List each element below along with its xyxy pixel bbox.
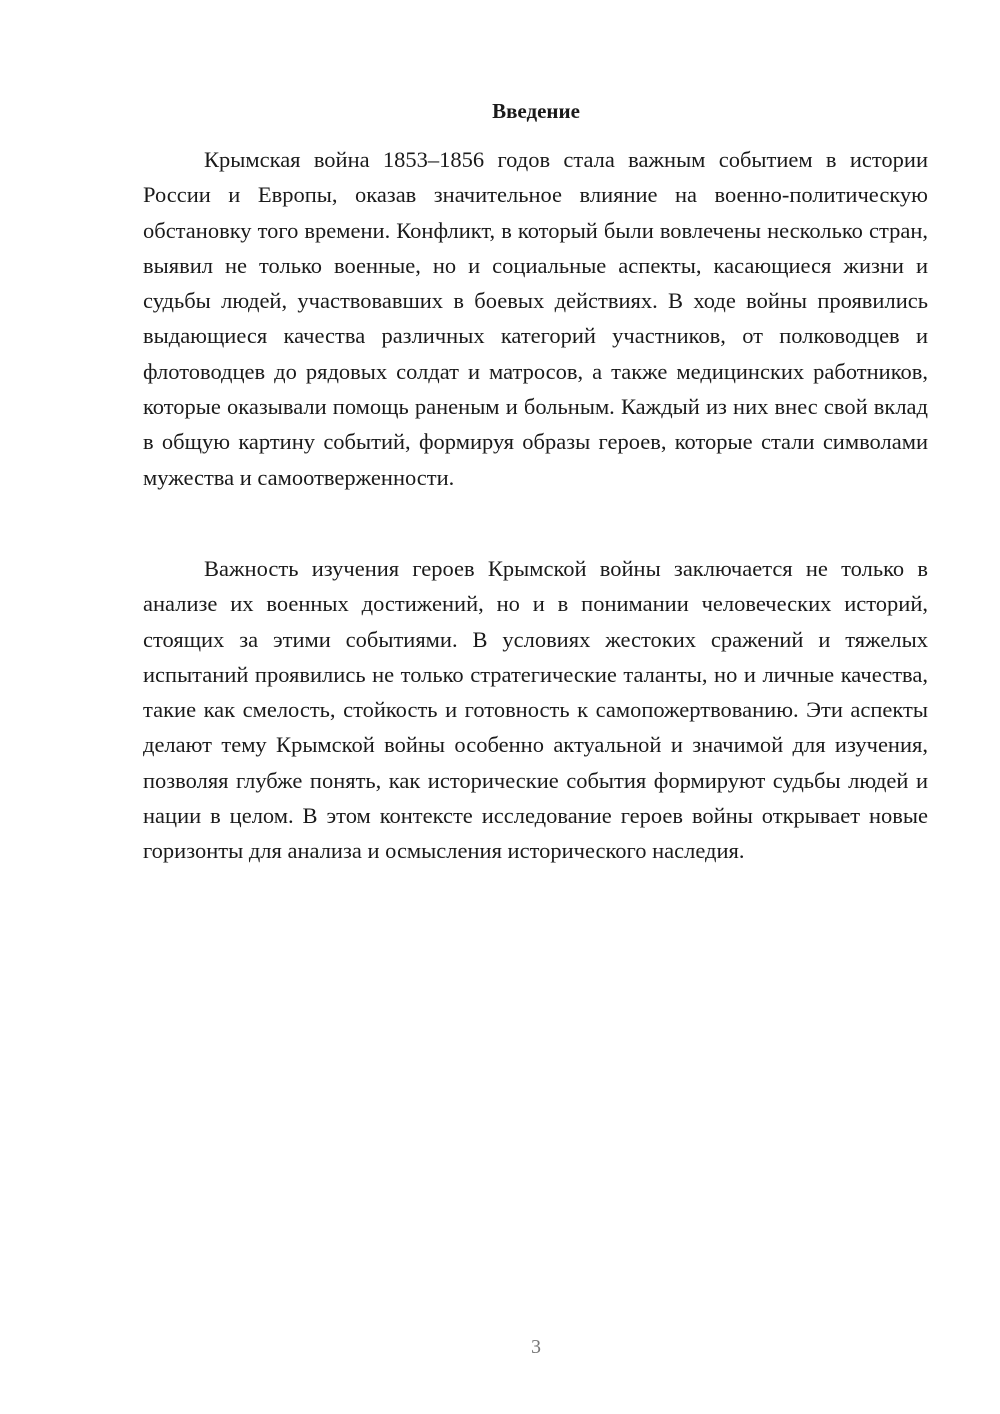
- section-heading: Введение: [492, 99, 580, 123]
- paragraph-importance: Важность изучения героев Крымской войны заключается не только в анализе их военных достижений, но и в понимании человеческих историй, стоящих за этими событиями. В условиях жестоких сражений и тяжелых испытаний проявились не только стратегические таланты, но и личные качества, такие как смелость, стойкость и готовность к самопожертвованию. Эти аспекты делают тему Крымской войны особенно актуальной и значимой для изучения, позволяя глубже понять, как исторические события формируют судьбы людей и нации в целом. В этом контексте исследование героев войны открывает новые горизонты для анализа и осмысления исторического наследия.: [143, 556, 928, 864]
- paragraph-intro: Крымская война 1853–1856 годов стала важным событием в истории России и Европы, оказав значительное влияние на военно-политическую обстановку того времени. Конфликт, в который были вовлечены несколько стран, выявил не только военные, но и социальные аспекты, касающиеся жизни и судьбы людей, участвовавших в боевых действиях. В ходе войны проявились выдающиеся качества различных категорий участников, от полководцев и флотоводцев до рядовых солдат и матросов, а также медицинских работников, которые оказывали помощь раненым и больным. Каждый из них внес свой вклад в общую картину событий, формируя образы героев, которые стали символами мужества и самоотверженности.: [143, 147, 928, 490]
- page-number: 3: [531, 1336, 541, 1358]
